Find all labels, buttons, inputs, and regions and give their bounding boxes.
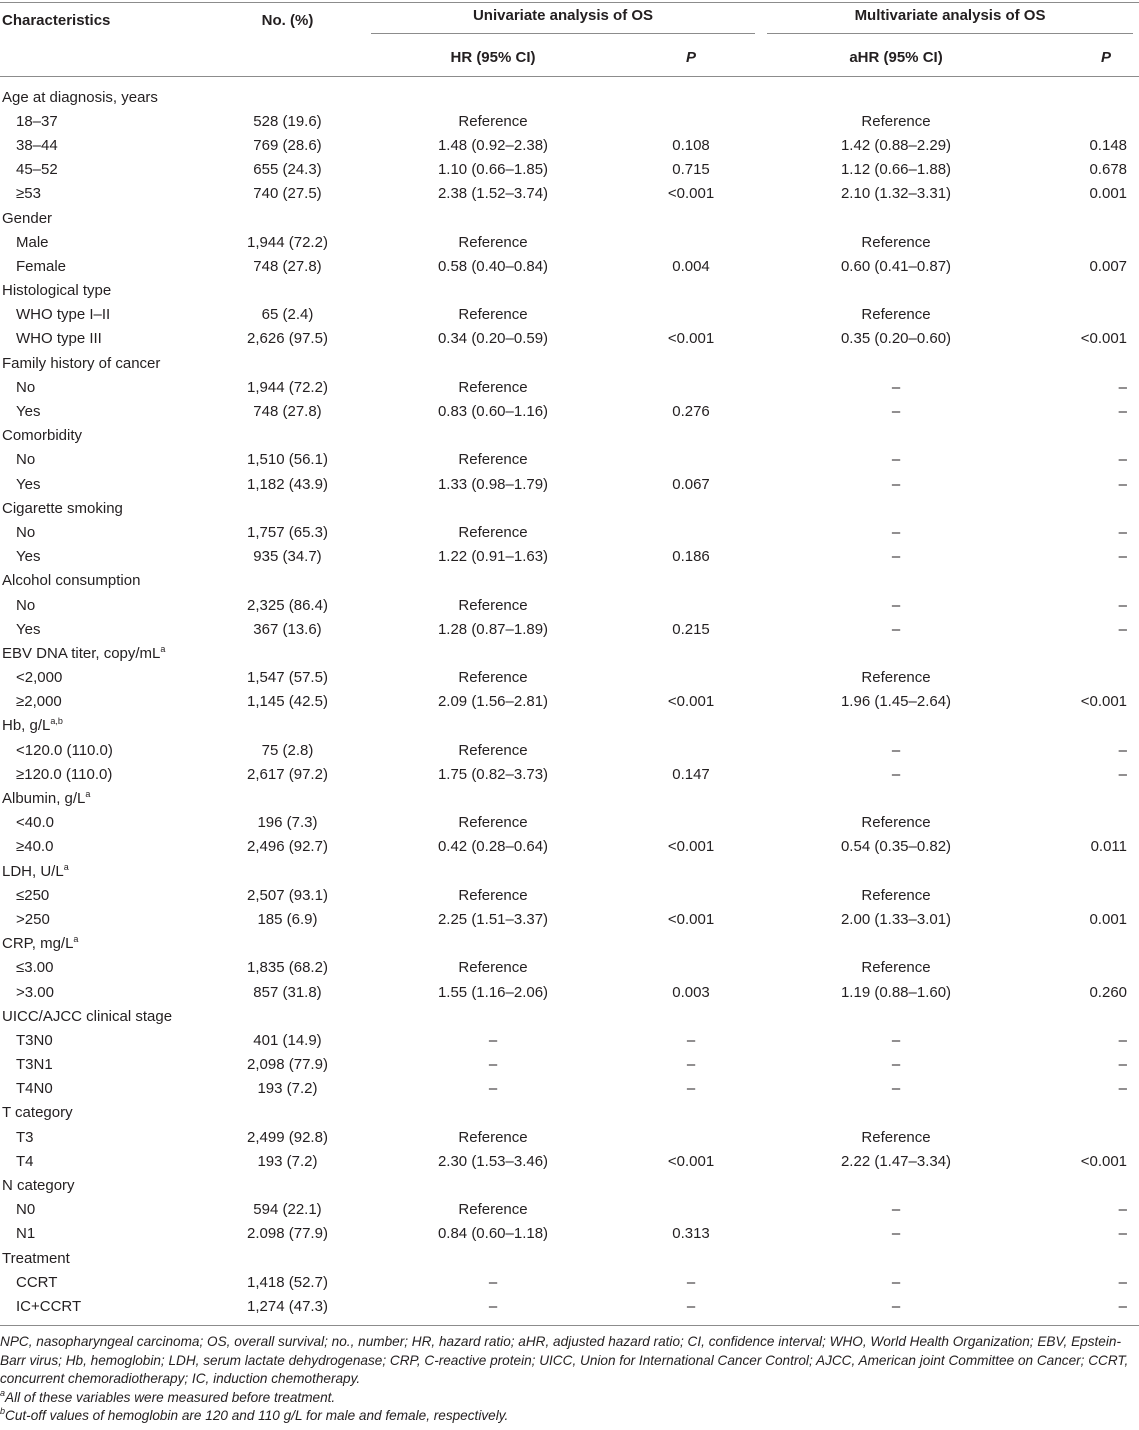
count-cell: 935 (34.7) [253,548,322,566]
p-cell [621,883,761,907]
category-label: CRP, $mg/L^a$ [2,934,79,953]
ap-cell: – [1118,1201,1128,1219]
ap-cell: 0.148 [1089,136,1128,154]
hr-cell: Reference [458,959,528,977]
footnote-a: $^a$All of these variables were measured before treatment. [0,1387,336,1405]
table-row [0,811,1139,835]
hr-cell: 2.25 (1.51–3.37) [437,910,549,928]
hr-cell: 1.28 (0.87–1.89) [437,620,549,638]
ap-cell: – [1118,596,1128,614]
ahr-cell: – [891,1056,901,1074]
ap-cell: 0.678 [1089,161,1128,179]
ahr-cell: Reference [861,233,931,251]
p-cell [621,520,761,544]
count-cell: 367 (13.6) [253,620,322,638]
row-label: 45–52 [16,161,58,179]
ahr-cell: – [891,596,901,614]
table-row [0,1028,1139,1052]
count-cell: 2,499 (92.8) [247,1128,328,1146]
hr-cell: – [488,1080,498,1098]
ahr-cell: Reference [861,959,931,977]
hr-cell: 1.10 (0.66–1.85) [437,161,549,179]
table-row [0,738,1139,762]
row-label: No [16,451,36,469]
count-cell: 748 (27.8) [253,403,322,421]
table-row [0,399,1139,423]
ahr-cell: Reference [861,306,931,324]
count-cell: 196 (7.3) [257,814,318,832]
footnote-b: $^b$Cut-off values of hemoglobin are 120 and 110 g/L for male and female, respectively. [0,1406,509,1423]
row-label: <2,000 [16,669,63,687]
ahr-cell: – [891,1080,901,1098]
ahr-cell: – [891,523,901,541]
ap-cell: – [1118,620,1128,638]
ap-cell: 0.007 [1089,257,1128,275]
category-label: Cigarette smoking [2,499,123,517]
footnote-abbreviations: NPC, nasopharyngeal carcinoma; OS, overall survival; no., number; HR, hazard ratio; aHR, adjusted hazard ratio; CI, confidence interval; WHO, World Health Organization; EBV, Epstein-Barr virus; Hb, hemoglobin; LDH, serum lactate dehydrogenase; CRP, C-reactive protein; UICC, Union for International Cancer Control; AJCC, American joint Committee on Cancer; CCRT, concurrent chemoradiotherapy; IC, induction chemotherapy. [0,1334,1129,1386]
ap-cell [1031,956,1139,980]
row-label: T4 [16,1152,34,1170]
hr-cell: Reference [458,306,528,324]
p-cell: 0.215 [672,620,710,638]
category-label: Albumin, $g/L^a$ [2,789,91,808]
ahr-cell: Reference [861,886,931,904]
category-label: Alcohol consumption [2,572,141,590]
table-footnotes [0,1333,1139,1426]
p-cell [621,593,761,617]
table-body [0,77,1139,1326]
p-cell: <0.001 [667,838,715,856]
category-label: Family history of cancer [2,354,161,372]
category-row [0,786,1139,810]
count-cell: 2,507 (93.1) [247,886,328,904]
table-row [0,133,1139,157]
table-row [0,327,1139,351]
category-row [0,1101,1139,1125]
ap-cell [1031,1125,1139,1149]
row-label: 18–37 [16,112,58,130]
ap-cell [1031,811,1139,835]
footnote-marker: a [160,643,166,654]
p-cell: 0.108 [672,136,710,154]
ahr-cell: 0.54 (0.35–0.82) [840,838,952,856]
row-label: ≤3.00 [16,959,54,977]
row-label: No [16,523,36,541]
category-label: Gender [2,209,53,227]
ahr-cell: Reference [861,814,931,832]
table-row [0,109,1139,133]
row-label: Yes [16,620,41,638]
row-label: ≥53 [16,185,41,203]
p-cell: 0.003 [672,983,710,1001]
p-cell: <0.001 [667,1152,715,1170]
header-p-multivariate: P [1101,48,1112,66]
table-header [0,3,1139,77]
hr-cell: 2.30 (1.53–3.46) [437,1152,549,1170]
count-cell: 1,547 (57.5) [247,669,328,687]
ap-cell: – [1118,741,1128,759]
category-row [0,77,1139,110]
hr-cell: Reference [458,886,528,904]
category-label: Comorbidity [2,427,83,445]
p-cell: – [686,1080,696,1098]
p-cell [621,1125,761,1149]
table-row [0,230,1139,254]
hr-cell: 0.83 (0.60–1.16) [437,403,549,421]
p-cell [621,109,761,133]
count-cell: 594 (22.1) [253,1201,322,1219]
hr-cell: Reference [458,814,528,832]
category-label: LDH, $U/L^a$ [2,861,69,880]
ahr-cell: – [891,403,901,421]
count-cell: 857 (31.8) [253,983,322,1001]
p-cell: 0.067 [672,475,710,493]
hr-cell: 1.48 (0.92–2.38) [437,136,549,154]
ahr-cell: – [891,451,901,469]
row-label: <40.0 [16,814,54,832]
ap-cell: – [1118,1056,1128,1074]
row-label: ≤250 [16,886,50,904]
ahr-cell: 1.42 (0.88–2.29) [840,136,952,154]
ahr-cell: – [891,1273,901,1291]
ahr-cell: – [891,620,901,638]
row-label: No [16,596,36,614]
count-cell: 1,944 (72.2) [247,233,328,251]
table-row [0,666,1139,690]
ahr-cell: 2.10 (1.32–3.31) [840,185,952,203]
p-cell [621,448,761,472]
table-row [0,182,1139,206]
table-row [0,980,1139,1004]
hr-cell: Reference [458,523,528,541]
hr-cell: Reference [458,1128,528,1146]
ap-cell: 0.011 [1090,838,1128,856]
p-cell: <0.001 [667,693,715,711]
table-row [0,907,1139,931]
p-cell [621,375,761,399]
table-row [0,375,1139,399]
hr-cell: Reference [458,451,528,469]
p-cell: – [686,1273,696,1291]
header-hr: HR (95% CI) [450,48,536,66]
row-label: N1 [16,1225,36,1243]
count-cell: 1,835 (68.2) [247,959,328,977]
row-label: >3.00 [16,983,54,1001]
table-row [0,520,1139,544]
row-label: WHO type I–II [16,306,111,324]
category-row [0,279,1139,303]
p-cell: 0.004 [672,257,710,275]
row-label: ≥40.0 [16,838,54,856]
category-row [0,351,1139,375]
row-label: N0 [16,1201,36,1219]
row-label: ≥120.0 (110.0) [16,765,113,783]
table-row [0,254,1139,278]
p-cell: 0.276 [672,403,710,421]
header-univariate: Univariate analysis of OS [365,3,761,39]
row-label: Yes [16,475,41,493]
category-row [0,859,1139,883]
ap-cell: – [1118,451,1128,469]
footnote-marker: a [63,861,69,872]
count-cell: 748 (27.8) [253,257,322,275]
p-cell [621,303,761,327]
hr-cell: Reference [458,741,528,759]
ahr-cell: 2.00 (1.33–3.01) [840,910,952,928]
category-label: Age at diagnosis, years [2,88,158,106]
ahr-cell: – [891,475,901,493]
table-row [0,545,1139,569]
count-cell: 193 (7.2) [257,1152,318,1170]
table-row [0,1053,1139,1077]
p-cell: – [686,1031,696,1049]
row-label: Yes [16,403,41,421]
hr-cell: Reference [458,378,528,396]
category-label: Hb, $g/L^{a,b}$ [2,716,63,735]
p-cell: 0.147 [672,765,710,783]
category-row [0,1173,1139,1197]
table-row [0,448,1139,472]
p-cell [621,811,761,835]
row-label: WHO type III [16,330,102,348]
table-row [0,1125,1139,1149]
row-label: IC+CCRT [0,1294,210,1325]
ahr-cell: – [891,378,901,396]
row-label: Female [16,257,67,275]
ahr-cell: – [891,741,901,759]
count-cell: 1,182 (43.9) [247,475,328,493]
count-cell: 75 (2.8) [261,741,314,759]
category-label: EBV DNA titer, copy/$mL^a$ [2,643,166,662]
count-cell: 401 (14.9) [253,1031,322,1049]
row-label: T3 [16,1128,34,1146]
p-cell: <0.001 [667,330,715,348]
p-cell [621,738,761,762]
count-cell: 2,325 (86.4) [247,596,328,614]
footnote-marker: a,b [50,716,63,727]
category-row [0,424,1139,448]
ap-cell [1031,303,1139,327]
hr-cell: 1.55 (1.16–2.06) [437,983,549,1001]
p-cell: – [686,1056,696,1074]
ahr-cell: – [761,1294,1031,1325]
ahr-cell: 2.22 (1.47–3.34) [840,1152,952,1170]
row-label: Male [16,233,49,251]
hr-cell: – [365,1294,621,1325]
table-row [0,1198,1139,1222]
ahr-cell: – [891,1031,901,1049]
row-label: 38–44 [16,136,58,154]
count-cell: 1,418 (52.7) [247,1273,328,1291]
table-row [0,472,1139,496]
count-cell: 1,944 (72.2) [247,378,328,396]
table-row [0,158,1139,182]
table-row [0,883,1139,907]
count-cell: 2,626 (97.5) [247,330,328,348]
table-row [0,762,1139,786]
row-label: No [16,378,36,396]
header-p-univariate: P [686,48,697,66]
table-row [0,617,1139,641]
ap-cell: – [1118,403,1128,421]
hr-cell: Reference [458,669,528,687]
ap-cell: – [1118,378,1128,396]
table-row [0,1294,1139,1325]
ahr-cell: – [891,1201,901,1219]
count-cell: 740 (27.5) [253,185,322,203]
row-label: >250 [16,910,50,928]
hr-cell: 2.09 (1.56–2.81) [437,693,549,711]
hr-cell: 1.33 (0.98–1.79) [437,475,549,493]
category-label: T category [2,1104,73,1122]
row-label: ≥2,000 [16,693,62,711]
count-cell: 1,510 (56.1) [247,451,328,469]
p-cell: <0.001 [667,185,715,203]
hr-cell: – [488,1056,498,1074]
header-multivariate: Multivariate analysis of OS [761,3,1139,39]
count-cell: 2,617 (97.2) [247,765,328,783]
table-row [0,1149,1139,1173]
table-row [0,593,1139,617]
row-label: T4N0 [16,1080,53,1098]
category-row [0,206,1139,230]
count-cell: 2,098 (77.9) [247,1056,328,1074]
category-row [0,932,1139,956]
ap-cell: 0.001 [1089,185,1128,203]
ahr-cell: – [891,765,901,783]
row-label: T3N0 [16,1031,53,1049]
hr-cell: – [488,1273,498,1291]
category-row [0,1246,1139,1270]
ahr-cell: Reference [861,1128,931,1146]
hr-cell: Reference [458,233,528,251]
p-cell: – [621,1294,761,1325]
ap-cell: – [1118,1273,1128,1291]
hr-cell: 1.22 (0.91–1.63) [437,548,549,566]
ahr-cell: Reference [861,112,931,130]
category-label: Histological type [2,282,112,300]
ap-cell [1031,230,1139,254]
hr-cell: 0.42 (0.28–0.64) [437,838,549,856]
ap-cell [1031,109,1139,133]
count-cell: 2,496 (92.7) [247,838,328,856]
count-cell: 528 (19.6) [253,112,322,130]
table-row [0,1077,1139,1101]
count-cell: 1,145 (42.5) [247,693,328,711]
ap-cell: – [1118,475,1128,493]
category-row [0,1004,1139,1028]
ap-cell [1031,666,1139,690]
table-row [0,690,1139,714]
table-row [0,956,1139,980]
hr-cell: Reference [458,1201,528,1219]
row-label: Yes [16,548,41,566]
ap-cell: <0.001 [1080,1152,1128,1170]
ap-cell: 0.260 [1089,983,1128,1001]
p-cell [621,230,761,254]
ahr-cell: 1.12 (0.66–1.88) [840,161,952,179]
p-cell [621,956,761,980]
count-cell: 655 (24.3) [253,161,322,179]
header-ahr: aHR (95% CI) [849,48,943,66]
table-row [0,835,1139,859]
category-row [0,714,1139,738]
hr-cell: 2.38 (1.52–3.74) [437,185,549,203]
category-row [0,641,1139,665]
category-row [0,496,1139,520]
hr-cell: 0.34 (0.20–0.59) [437,330,549,348]
count-cell: 1,757 (65.3) [247,523,328,541]
row-label: CCRT [16,1273,58,1291]
table-row [0,1222,1139,1246]
ap-cell: – [1118,765,1128,783]
hr-cell: 1.75 (0.82–3.73) [437,765,549,783]
hr-cell: 0.58 (0.40–0.84) [437,257,549,275]
ahr-cell: Reference [861,669,931,687]
count-cell: 65 (2.4) [261,306,314,324]
p-cell: 0.313 [672,1225,710,1243]
table-row [0,303,1139,327]
p-cell: <0.001 [667,910,715,928]
ap-cell: – [1031,1294,1139,1325]
count-cell: 185 (6.9) [257,910,318,928]
p-cell: 0.715 [672,161,710,179]
ap-cell: <0.001 [1080,693,1128,711]
category-label: Treatment [2,1249,70,1267]
ap-cell: – [1118,1080,1128,1098]
header-characteristics: Characteristics [2,12,111,29]
ahr-cell: – [891,548,901,566]
count-cell: 769 (28.6) [253,136,322,154]
p-cell: 0.186 [672,548,710,566]
count-cell: 1,274 (47.3) [210,1294,365,1325]
row-label: T3N1 [16,1056,53,1074]
ap-cell: – [1118,548,1128,566]
header-no-pct: No. (%) [261,12,314,29]
count-cell: 2.098 (77.9) [247,1225,328,1243]
hr-cell: Reference [458,596,528,614]
category-row [0,569,1139,593]
ahr-cell: 1.96 (1.45–2.64) [840,693,952,711]
category-label: N category [2,1177,75,1195]
ahr-cell: – [891,1225,901,1243]
ahr-cell: 0.60 (0.41–0.87) [840,257,952,275]
table-row [0,1270,1139,1294]
ap-cell: – [1118,1225,1128,1243]
hr-cell: – [488,1031,498,1049]
footnote-marker: a [85,789,91,800]
hr-cell: 0.84 (0.60–1.18) [437,1225,549,1243]
count-cell: 193 (7.2) [257,1080,318,1098]
ap-cell: – [1118,1031,1128,1049]
ap-cell: 0.001 [1089,910,1128,928]
footnote-marker: a [73,934,79,945]
ap-cell: <0.001 [1080,330,1128,348]
hr-cell: Reference [458,112,528,130]
p-cell [621,666,761,690]
ahr-cell: 1.19 (0.88–1.60) [840,983,952,1001]
row-label: <120.0 (110.0) [16,741,113,759]
p-cell [621,1198,761,1222]
ap-cell: – [1118,523,1128,541]
survival-analysis-table [0,2,1139,1326]
ahr-cell: 0.35 (0.20–0.60) [840,330,952,348]
ap-cell [1031,883,1139,907]
category-label: UICC/AJCC clinical stage [2,1007,173,1025]
